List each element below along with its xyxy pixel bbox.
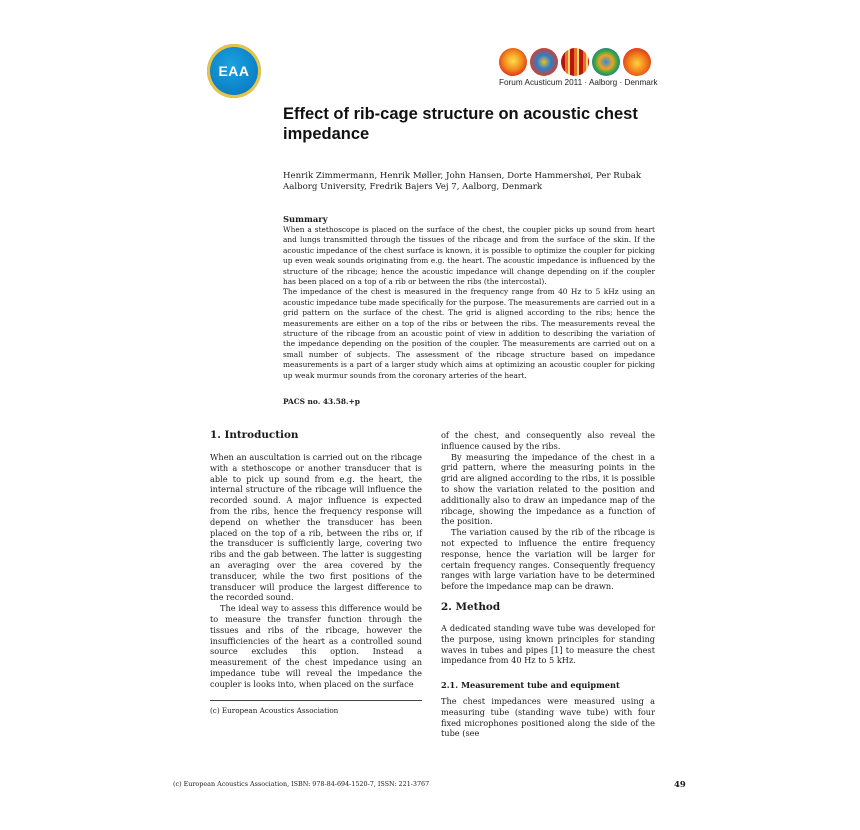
summary-heading: Summary	[283, 214, 328, 224]
section-heading-method: 2. Method	[441, 601, 501, 613]
forum-icon-1	[499, 48, 527, 76]
method-paragraph-2: The chest impedances were measured using a measuring tube (standing wave tube) with four fixed microphones positioned along the side of the tube (see	[441, 696, 655, 739]
summary-text	[283, 225, 655, 381]
page-number: 49	[674, 779, 686, 789]
forum-icon-2	[530, 48, 558, 76]
intro-paragraph-2: The ideal way to assess this difference would be to measure the transfer function through the tissues and ribs of the ribcage, however the insufficiencies of the heart as a controlled sound source excludes this option. Instead a measurement of the chest impedance using an impedance tube will reveal the impedance the coupler is looks into, when placed on the surface	[210, 603, 422, 689]
right-column	[441, 430, 655, 592]
summary-paragraph-1: When a stethoscope is placed on the surface of the chest, the coupler picks up sound from heart and lungs transmitted through the tissues of the ribcage and from the surface of the skin. If the acoustic impedance of the chest surface is known, it is possible to optimize the coupler for picking up even weak sounds originating from e.g. the heart. The acoustic impedance is influenced by the structure of the ribcage; hence the acoustic impedance will change depending on if the coupler has been placed on a top of a rib or between the ribs (the intercostal).	[283, 225, 655, 287]
page-footer: (c) European Acoustics Association, ISBN: 978-84-694-1520-7, ISSN: 221-3767	[173, 780, 430, 788]
author-affiliation: Aalborg University, Fredrik Bajers Vej 7, Aalborg, Denmark	[283, 182, 543, 192]
forum-icon-3	[561, 48, 589, 76]
forum-acusticum-logo	[499, 48, 651, 76]
forum-icon-4	[592, 48, 620, 76]
intro-paragraph-3: of the chest, and consequently also reveal the influence caused by the ribs.	[441, 430, 655, 451]
forum-caption: Forum Acusticum 2011 · Aalborg · Denmark	[499, 78, 658, 87]
forum-icon-5	[623, 48, 651, 76]
eaa-logo	[207, 44, 261, 98]
author-block	[283, 171, 641, 193]
footnote: (c) European Acoustics Association	[210, 706, 339, 715]
eaa-logo-text: EAA	[218, 63, 250, 79]
author-names: Henrik Zimmermann, Henrik Møller, John Hansen, Dorte Hammershøi, Per Rubak	[283, 171, 642, 181]
paper-title: Effect of rib-cage structure on acoustic chest impedance	[283, 105, 638, 143]
intro-paragraph-5: The variation caused by the rib of the ribcage is not expected to influence the entire frequency response, hence the variation will be larger for certain frequency ranges. Consequently frequency ranges with large variation have to be determined before the impedance map can be drawn.	[441, 527, 655, 592]
summary-paragraph-2: The impedance of the chest is measured in the frequency range from 40 Hz to 5 kHz using an acoustic impedance tube made specifically for the purpose. The measurements are carried out in a grid pattern on the surface of the chest. The grid is aligned according to the ribs; hence the measurements are either on a top of the ribs or between the ribs. The measurements reveal the structure of the ribcage from an acoustic point of view in addition to describing the variation of the impedance depending on the position of the coupler. The measurements are carried out on a small number of subjects. The assessment of the ribcage structure based on impedance measurements is a part of a larger study which aims at optimizing an acoustic coupler for picking up weak murmur sounds from the coronary arteries of the heart.	[283, 287, 655, 380]
intro-paragraph-1: When an auscultation is carried out on the ribcage with a stethoscope or another transducer that is able to pick up sound from e.g. the heart, the internal structure of the ribcage will influence the recorded sound. A major influence is expected from the ribs, hence the frequency response will depend on whether the transducer has been placed on the top of a rib, between the ribs or, if the transducer is sufficiently large, covering two ribs and the gab between. The latter is suggesting an averaging over the area covered by the transducer, while the two first positions of the transducer will produce the largest difference to the recorded sound.	[210, 452, 422, 603]
left-column	[210, 452, 422, 690]
intro-paragraph-4: By measuring the impedance of the chest in a grid pattern, where the measuring points in the grid are aligned according to the ribs, it is possible to show the variation related to the position and additionally also to draw an impedance map of the ribcage, showing the impedance as a function of the position.	[441, 451, 655, 527]
subsection-heading-measurement-tube: 2.1. Measurement tube and equipment	[441, 680, 620, 690]
method-paragraph-1: A dedicated standing wave tube was developed for the purpose, using known principles for standing waves in tubes and pipes [1] to measure the chest impedance from 40 Hz to 5 kHz.	[441, 623, 655, 666]
footnote-rule	[210, 700, 422, 701]
section-heading-introduction: 1. Introduction	[210, 429, 299, 441]
pacs-number: PACS no. 43.58.+p	[283, 397, 360, 406]
